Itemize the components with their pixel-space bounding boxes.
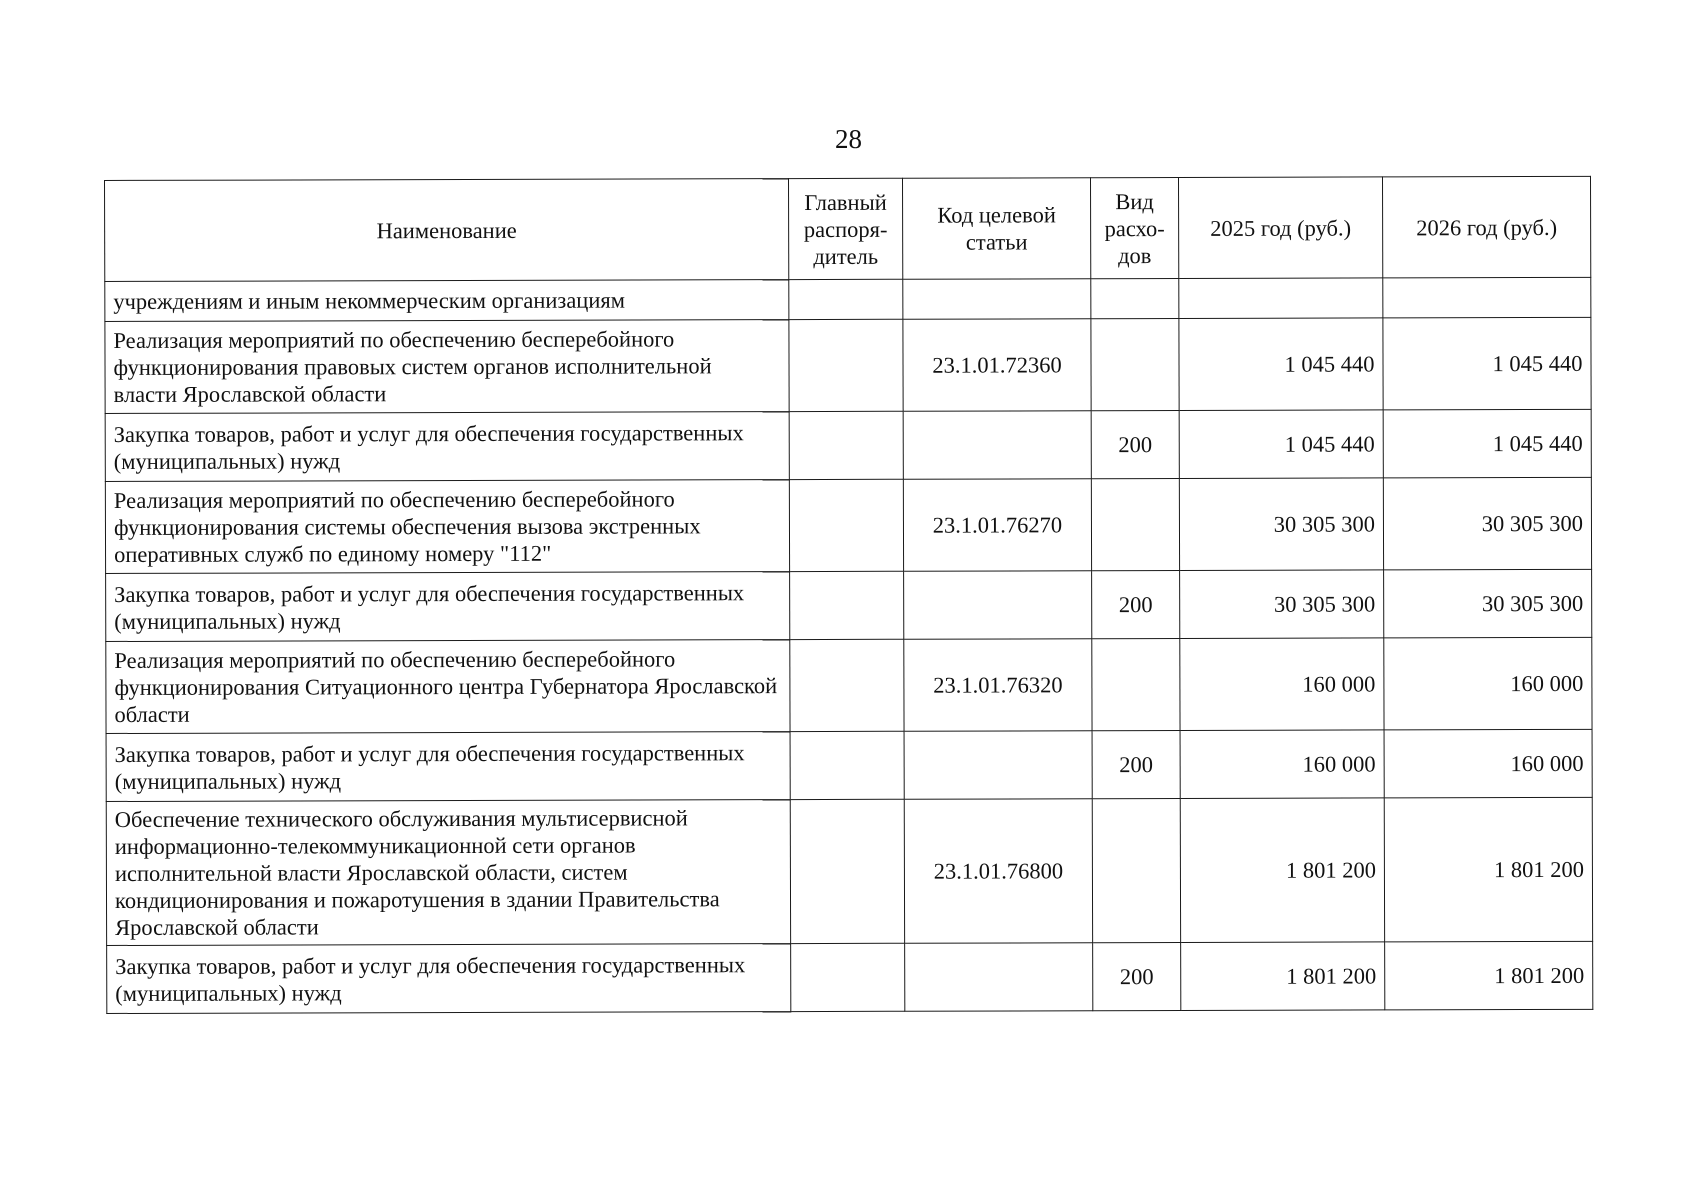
header-name: Наименование	[105, 179, 789, 282]
table-row	[107, 941, 1593, 1013]
row-2026-cell	[1383, 277, 1591, 318]
row-code-cell	[903, 279, 1091, 320]
table-row	[105, 409, 1591, 481]
row-2026-cell: 160 000	[1384, 637, 1592, 730]
row-expense-type-cell	[1091, 318, 1179, 410]
row-2026-cell: 30 305 300	[1384, 569, 1592, 638]
row-expense-type-cell: 200	[1092, 570, 1180, 638]
row-code-cell	[903, 411, 1091, 480]
row-name-cell: Обеспечение технического обслуживания мультисервисной информационно-телекоммуникационной сети органов исполнительной власти Ярославской области, систем кондиционирования и пожаротушения в здании Правительства Ярославской области	[106, 800, 790, 946]
table-row	[105, 477, 1591, 573]
row-expense-type-cell: 200	[1091, 410, 1179, 478]
row-manager-cell	[789, 411, 903, 479]
table-row	[106, 729, 1592, 801]
table-body	[105, 277, 1593, 1013]
row-name-cell: Реализация мероприятий по обеспечению бесперебойного функционирования Ситуационного центра Губернатора Ярославской области	[106, 640, 790, 734]
row-2025-cell: 1 801 200	[1181, 942, 1385, 1011]
row-name-cell: Закупка товаров, работ и услуг для обеспечения государственных (муниципальных) нужд	[105, 412, 789, 482]
row-code-cell	[904, 731, 1092, 800]
table-row	[106, 797, 1592, 945]
row-name-cell: Закупка товаров, работ и услуг для обеспечения государственных (муниципальных) нужд	[106, 572, 790, 642]
row-2026-cell: 1 045 440	[1383, 317, 1591, 410]
row-2025-cell: 160 000	[1180, 730, 1384, 799]
row-2025-cell	[1179, 278, 1383, 319]
budget-table	[104, 176, 1593, 1014]
row-2025-cell: 30 305 300	[1179, 478, 1383, 571]
row-2025-cell: 30 305 300	[1180, 570, 1384, 639]
table-row	[105, 317, 1591, 413]
row-code-cell	[905, 943, 1093, 1012]
row-2026-cell: 1 801 200	[1385, 941, 1593, 1010]
header-expense-type: Вид расхо-дов	[1090, 177, 1178, 278]
row-name-cell: учреждениям и иным некоммерческим организациям	[105, 280, 789, 322]
row-2025-cell: 1 045 440	[1179, 410, 1383, 479]
row-expense-type-cell: 200	[1093, 942, 1181, 1010]
row-manager-cell	[789, 319, 903, 411]
row-manager-cell	[791, 943, 905, 1011]
row-name-cell: Закупка товаров, работ и услуг для обеспечения государственных (муниципальных) нужд	[106, 732, 790, 802]
row-expense-type-cell	[1091, 278, 1179, 318]
header-code: Код целевой статьи	[902, 178, 1090, 280]
row-manager-cell	[790, 731, 904, 799]
row-2025-cell: 1 045 440	[1179, 318, 1383, 411]
row-2025-cell: 160 000	[1180, 638, 1384, 731]
table-row	[105, 277, 1591, 321]
row-manager-cell	[789, 479, 903, 571]
row-code-cell	[904, 571, 1092, 640]
page-number: 28	[835, 124, 862, 154]
row-name-cell: Реализация мероприятий по обеспечению бесперебойного функционирования системы обеспечения вызова экстренных оперативных служб по единому номеру "112"	[105, 480, 789, 574]
header-row	[105, 176, 1591, 281]
row-name-cell: Реализация мероприятий по обеспечению бесперебойного функционирования правовых систем органов исполнительной власти Ярославской области	[105, 320, 789, 414]
row-code-cell: 23.1.01.76800	[904, 799, 1092, 944]
row-manager-cell	[789, 279, 903, 319]
row-manager-cell	[790, 571, 904, 639]
header-2025: 2025 год (руб.)	[1178, 177, 1382, 279]
row-code-cell: 23.1.01.76270	[903, 479, 1091, 572]
row-2026-cell: 1 801 200	[1384, 797, 1592, 942]
row-2026-cell: 160 000	[1384, 729, 1592, 798]
row-2026-cell: 30 305 300	[1383, 477, 1591, 570]
row-name-cell: Закупка товаров, работ и услуг для обеспечения государственных (муниципальных) нужд	[107, 944, 791, 1014]
row-2026-cell: 1 045 440	[1383, 409, 1591, 478]
row-code-cell: 23.1.01.76320	[904, 639, 1092, 732]
table-row	[106, 637, 1592, 733]
header-manager: Главный распоря-дитель	[788, 178, 902, 279]
row-manager-cell	[790, 639, 904, 731]
table-row	[106, 569, 1592, 641]
row-2025-cell: 1 801 200	[1180, 798, 1384, 943]
row-expense-type-cell: 200	[1092, 730, 1180, 798]
row-expense-type-cell	[1092, 798, 1180, 942]
table-header	[105, 176, 1591, 281]
row-expense-type-cell	[1092, 638, 1180, 730]
row-manager-cell	[790, 799, 904, 943]
header-2026: 2026 год (руб.)	[1382, 176, 1590, 278]
row-code-cell: 23.1.01.72360	[903, 319, 1091, 412]
row-expense-type-cell	[1091, 478, 1179, 570]
